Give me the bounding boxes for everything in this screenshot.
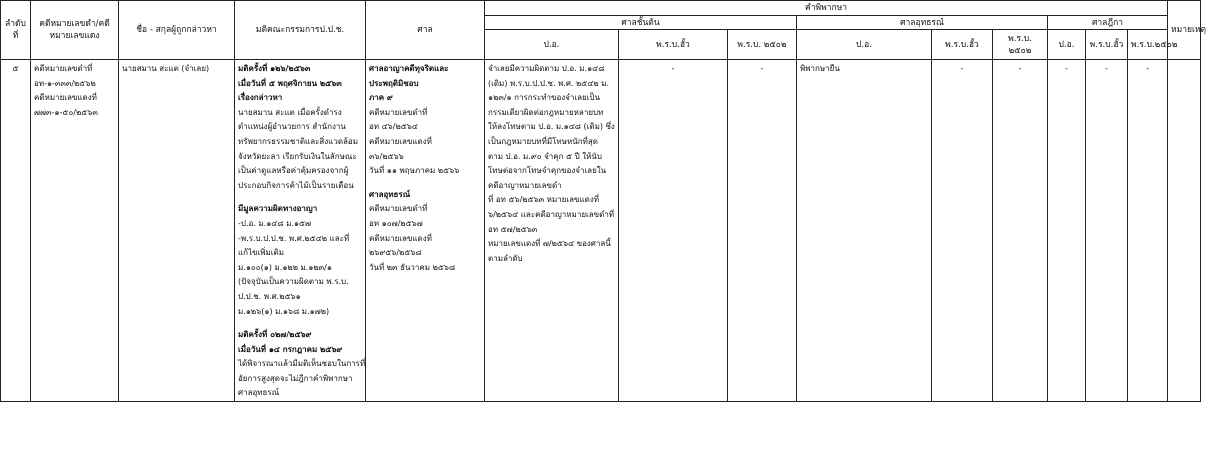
cell-line: ได้พิจารณาแล้วมีมติเห็นชอบในการที่ [238, 359, 366, 369]
row-appeal-criminal: พิพากษายืน [797, 60, 932, 402]
header-first-criminal-code: ป.อ. [485, 30, 619, 60]
cell-line: ศาลอุทธรณ์ [369, 189, 411, 199]
header-name: ชื่อ - สกุลผู้ถูกกล่าวหา [119, 1, 235, 60]
header-supreme-criminal-code: ป.อ. [1048, 30, 1086, 60]
cell-line: ให้ลงโทษตาม ป.อ. ม.๑๔๘ (เดิม) ซึ่ง [488, 122, 615, 132]
row-supreme-2502: - [1128, 60, 1168, 402]
row-appeal-2502: - [993, 60, 1048, 402]
cell-line: จังหวัดยะลา เรียกรับเงินในลักษณะ [238, 151, 357, 161]
cell-line: เป็นกฎหมายบทที่มีโทษหนักที่สุด [488, 136, 598, 146]
cell-line: อท ๔๖/๒๕๖๔ [369, 122, 418, 132]
cell-line: เรื่องกล่าวหา [238, 93, 283, 103]
row-court [366, 60, 485, 402]
cell-line: เมื่อวันที่ ๑๔ กรกฎาคม ๒๕๖๙ [238, 344, 343, 354]
header-no: ลำดับที่ [1, 1, 31, 60]
row-first-instance-anti: - [619, 60, 728, 402]
row-supreme-anti: - [1086, 60, 1128, 402]
table-row [1, 60, 1201, 402]
header-supreme-anti-corruption: พ.ร.บ.ฮั้ว [1086, 30, 1128, 60]
cell-line: ที่ อท ๕๖/๒๕๖๓ หมายเลขแดงที่ [488, 195, 600, 205]
cell-line: เป็นค่าดูแลหรือค่าคุ้มครองจากผู้ [238, 166, 349, 176]
case-line: คดีหมายเลขดำที่ [34, 64, 93, 73]
cell-line: คดีอาญาหมายเลขดำ [488, 180, 562, 190]
cell-line: จำเลยมีความผิดตาม ป.อ. ม.๑๔๘ [488, 64, 605, 73]
row-remark [1168, 60, 1201, 402]
cell-line [369, 179, 481, 188]
row-resolution [235, 60, 366, 402]
case-line: คดีหมายเลขแดงที่ [34, 93, 97, 103]
cell-line: -พ.ร.บ.ป.ป.ช. พ.ศ.๒๕๔๒ และที่ [238, 233, 350, 243]
case-line: ๗๗๓-๑-๕๐/๒๕๖๓ [34, 107, 98, 117]
cell-line: อัยการสูงสุดจะไม่ฎีกาคำพิพากษา [238, 373, 353, 383]
cell-line: -ป.อ. ม.๑๔๘ ม.๑๕๗ [238, 218, 312, 228]
cell-line: กรรมเดียวผิดต่อกฎหมายหลายบท [488, 107, 604, 117]
header-resolution: มติคณะกรรมการป.ป.ช. [235, 1, 366, 60]
case-line: อท-๑-๓๓๓/๒๕๖๒ [34, 78, 96, 88]
cell-line: วันที่ ๒๓ ธันวาคม ๒๕๖๘ [369, 262, 456, 272]
cell-line [238, 319, 362, 328]
cell-line: ตาม ป.อ. ม.๙๐ จำคุก ๕ ปี ให้นับ [488, 151, 602, 161]
header-appeal-criminal-code: ป.อ. [797, 30, 932, 60]
cell-line: โทษต่อจากโทษจำคุกของจำเลยใน [488, 166, 607, 176]
cell-line: ภาค ๙ [369, 93, 393, 103]
header-appeal: ศาลอุทธรณ์ [797, 16, 1048, 30]
header-appeal-act-2502: พ.ร.บ. ๒๕๐๒ [993, 30, 1048, 60]
row-case-numbers [31, 60, 119, 402]
cell-line: คดีหมายเลขแดงที่ [369, 233, 432, 243]
cell-line: วันที่ ๑๑ พฤษภาคม ๒๕๖๖ [369, 166, 460, 176]
cell-line: (เดิม) พ.ร.บ.ป.ป.ช. พ.ศ. ๒๕๔๒ ม. [488, 78, 610, 88]
header-first-anti-corruption: พ.ร.บ.ฮั้ว [619, 30, 728, 60]
cell-line: มติครั้งที่ ๑๒๖/๒๕๖๓ [238, 64, 311, 73]
cell-line: มติครั้งที่ ๐๒๗/๒๕๖๙ [238, 330, 312, 340]
cell-line: ศาลอุทธรณ์ [238, 388, 280, 398]
cell-line: ตามลำดับ [488, 253, 523, 263]
header-judgment: คำพิพากษา [485, 1, 1168, 16]
cell-line: แก้ไขเพิ่มเติม [238, 248, 284, 258]
row-first-instance-2502: - [728, 60, 797, 402]
cell-line: (ปัจจุบันเป็นความผิดตาม พ.ร.บ. [238, 277, 349, 287]
cell-line: ป.ป.ช. พ.ศ.๒๕๖๑ [238, 291, 301, 301]
header-case-no: คดีหมายเลขดำ/คดีหมายเลขแดง [31, 1, 119, 60]
cell-line: คดีหมายเลขแดงที่ [369, 136, 432, 146]
cell-line: หมายเลขแดงที่ ๗/๒๕๖๔ ของศาลนี้ [488, 239, 611, 249]
header-first-act-2502: พ.ร.บ. ๒๕๐๒ [728, 30, 797, 60]
cell-line: อท ๕๗/๒๕๖๓ [488, 224, 538, 234]
header-appeal-anti-corruption: พ.ร.บ.ฮั้ว [932, 30, 993, 60]
cell-line: ม.๑๒๖(๑) ม.๑๖๘ ม.๑๗๒) [238, 306, 330, 316]
cell-line: ทรัพยากรธรรมชาติและสิ่งแวดล้อม [238, 136, 358, 146]
row-first-instance-criminal [485, 60, 619, 402]
cell-line: ประพฤติมิชอบ [369, 78, 419, 88]
header-court: ศาล [366, 1, 485, 60]
row-defendant-name: นายสมาน สะแต (จำเลย) [119, 60, 235, 402]
header-supreme-act-2502: พ.ร.บ.๒๕๐๒ [1128, 30, 1168, 60]
header-first-instance: ศาลชั้นต้น [485, 16, 797, 30]
cell-line: ๑๒๓/๑ การกระทำของจำเลยเป็น [488, 93, 600, 103]
header-supreme: ศาลฎีกา [1048, 16, 1168, 30]
cell-line: ๖/๒๕๖๔ และคดีอาญาหมายเลขดำที่ [488, 209, 615, 219]
cell-line: คดีหมายเลขดำที่ [369, 107, 428, 117]
cell-line: ตำแหน่งผู้อำนวยการ สำนักงาน [238, 122, 346, 132]
cell-line: ๒๖๙๕๖/๒๕๖๘ [369, 248, 422, 258]
header-remark: หมายเหตุ [1168, 1, 1201, 60]
row-no: ๕ [1, 60, 31, 402]
cell-line: เมื่อวันที่ ๕ พฤศจิกายน ๒๕๖๓ [238, 78, 342, 88]
cell-line: นายสมาน สะแต เมื่อครั้งดำรง [238, 107, 342, 117]
cell-line: ม.๑๐๐(๑) ม.๑๒๒ ม.๑๒๓/๑ [238, 262, 332, 272]
cell-line: ศาลอาญาคดีทุจริตและ [369, 64, 449, 73]
cell-line: อท ๑๐๗/๒๕๖๗ [369, 218, 423, 228]
cell-line: ๓๖/๒๕๖๖ [369, 151, 404, 161]
row-supreme-criminal: - [1048, 60, 1086, 402]
cell-line: ประกอบกิจการค้าไม้เป็นรายเดือน [238, 180, 354, 190]
cell-line: มีมูลความผิดทางอาญา [238, 204, 318, 214]
cell-line [238, 193, 362, 202]
row-appeal-anti: - [932, 60, 993, 402]
cell-line: คดีหมายเลขดำที่ [369, 204, 428, 214]
